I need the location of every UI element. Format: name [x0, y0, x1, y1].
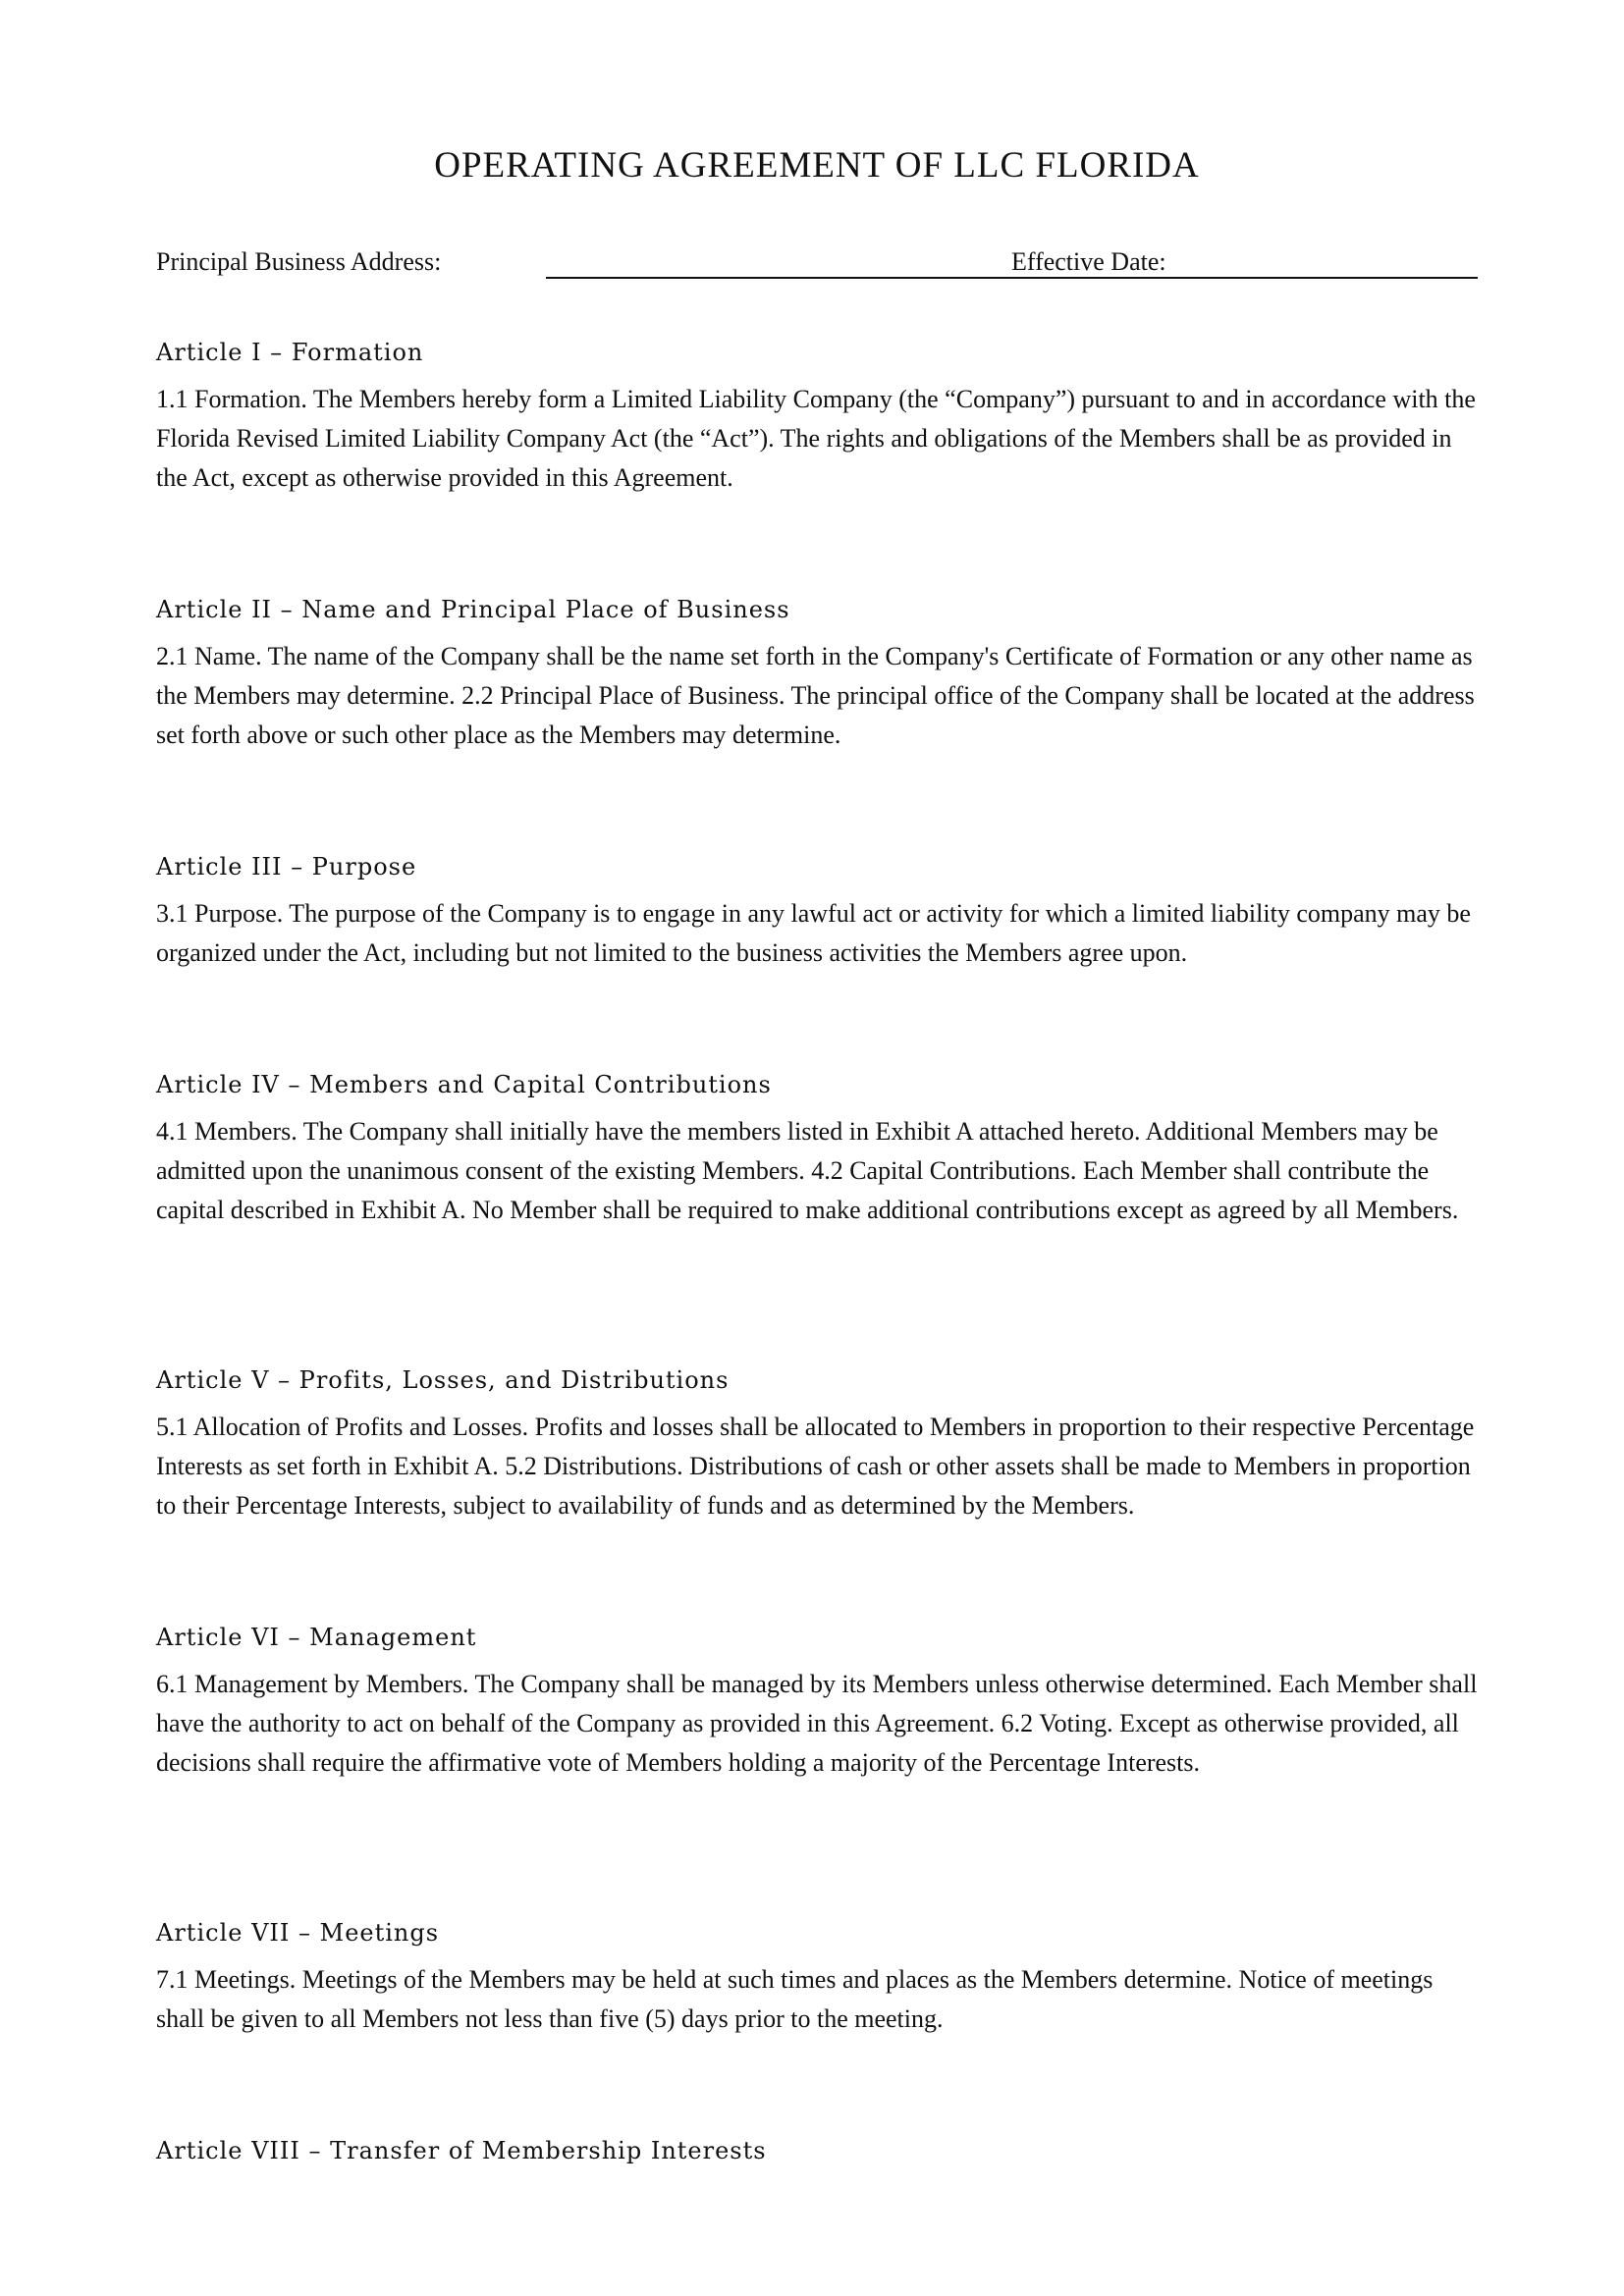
effective-date-label: Effective Date: [1011, 247, 1166, 276]
article-heading: Article VII – Meetings [156, 1919, 440, 1947]
principal-business-address-label: Principal Business Address: [156, 247, 442, 276]
article-heading: Article V – Profits, Losses, and Distributions [156, 1366, 730, 1394]
article-6 [156, 1624, 1478, 1783]
document-title: OPERATING AGREEMENT OF LLC FLORIDA [434, 144, 1200, 186]
article-heading: Article IV – Members and Capital Contributions [156, 1071, 772, 1098]
article-body: 7.1 Meetings. Meetings of the Members may be held at such times and places as the Members determine. Notice of meetings shall be given to all Members not less than five (5) days prior to the meeting. [156, 1965, 1434, 2033]
article-body: 4.1 Members. The Company shall initially have the members listed in Exhibit A attached hereto. Additional Members may be admitted upon the unanimous consent of the existing Members. 4.2 Capital Contributions. Each Member shall contribute the capital described in Exhibit A. No Member shall be required to make additional contributions except as agreed by all Members. [156, 1117, 1459, 1224]
article-body: 6.1 Management by Members. The Company shall be managed by its Members unless otherwise determined. Each Member shall have the authority to act on behalf of the Company as provided in this Agreement. 6.2 Voting. Except as otherwise provided, all decisions shall require the affirmative vote of Members holding a majority of the Percentage Interests. [156, 1670, 1478, 1777]
article-4 [156, 1071, 1478, 1230]
article-heading: Article I – Formation [156, 339, 424, 366]
article-heading: Article III – Purpose [156, 853, 417, 881]
article-7 [156, 1919, 1478, 2039]
article-5 [156, 1366, 1478, 1525]
header-fields [156, 245, 1478, 285]
article-2 [156, 596, 1478, 755]
article-1 [156, 339, 1478, 498]
article-3 [156, 853, 1478, 973]
article-body: 1.1 Formation. The Members hereby form a Limited Liability Company (the “Company”) pursuant to and in accordance with the Florida Revised Limited Liability Company Act (the “Act”). The rights and obligations of the Members shall be as provided in the Act, except as otherwise provided in this Agreement. [156, 385, 1476, 492]
article-8 [156, 2137, 1478, 2178]
principal-business-address-field[interactable] [546, 277, 1478, 279]
article-heading: Article II – Name and Principal Place of Business [156, 596, 790, 623]
article-body: 5.1 Allocation of Profits and Losses. Profits and losses shall be allocated to Members in proportion to their respective Percentage Interests as set forth in Exhibit A. 5.2 Distributions. Distributions of cash or other assets shall be made to Members in proportion to their Percentage Interests, subject to availability of funds and as determined by the Members. [156, 1413, 1475, 1520]
article-body: 2.1 Name. The name of the Company shall be the name set forth in the Company's Certificate of Formation or any other name as the Members may determine. 2.2 Principal Place of Business. The principal office of the Company shall be located at the address set forth above or such other place as the Members may determine. [156, 642, 1475, 749]
article-heading: Article VI – Management [156, 1624, 477, 1651]
article-heading: Article VIII – Transfer of Membership Interests [156, 2137, 767, 2164]
article-body: 3.1 Purpose. The purpose of the Company is to engage in any lawful act or activity for which a limited liability company may be organized under the Act, including but not limited to the business activities the Members agree upon. [156, 899, 1471, 967]
